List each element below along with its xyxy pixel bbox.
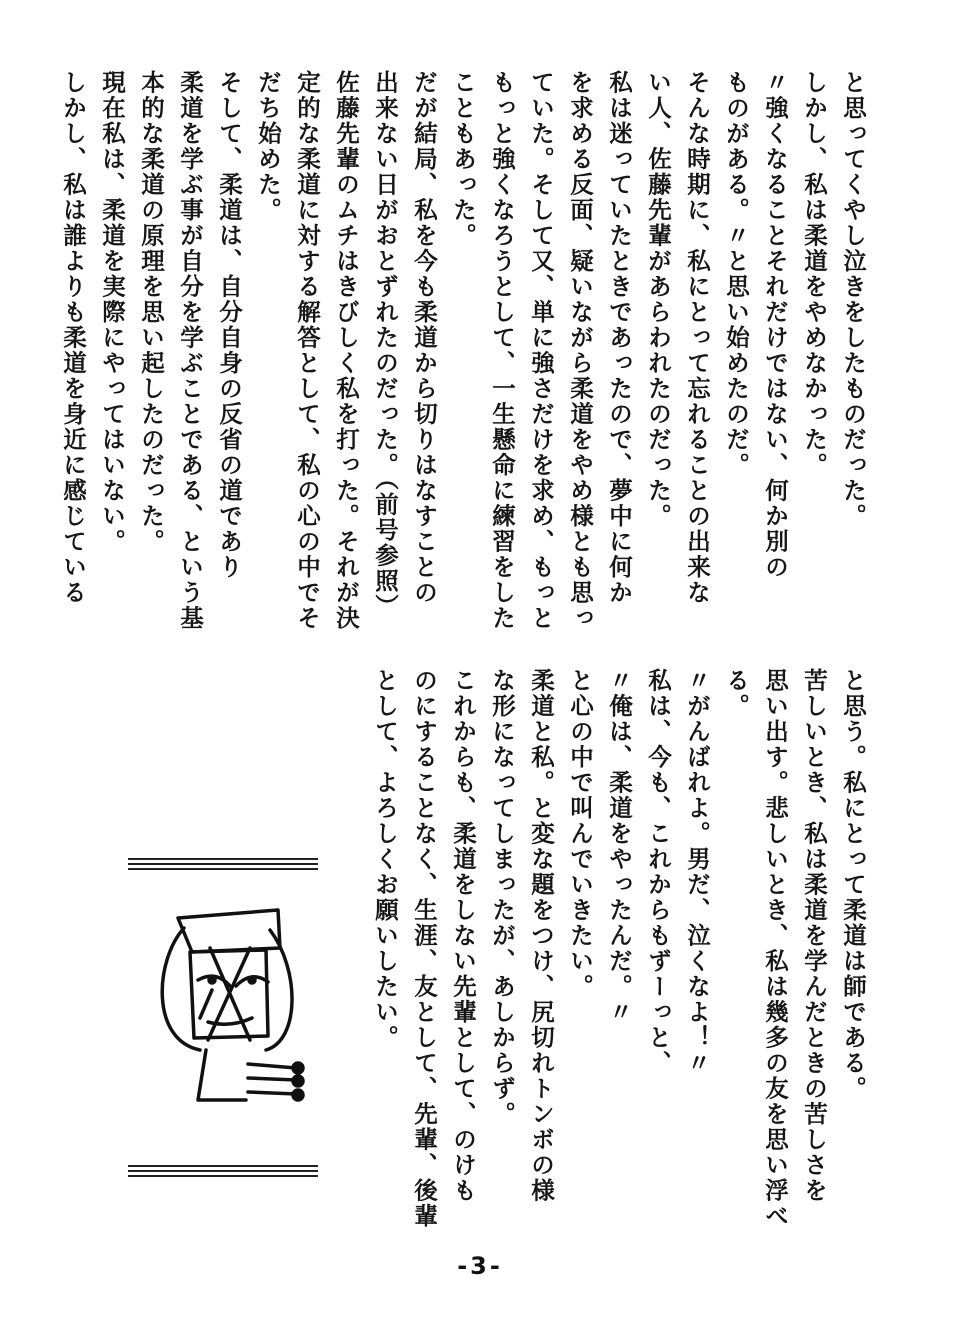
text-line: 思い出す。悲しいとき、私は幾多の友を思い浮べ <box>761 668 789 1229</box>
text-line: として、よろしくお願いしたい。 <box>371 668 399 1051</box>
text-line: と思ってくやし泣きをしたものだった。 <box>839 70 867 529</box>
text-line: だが結局、私を今も柔道から切りはなすことの <box>410 70 438 606</box>
divider-bottom <box>128 1165 318 1180</box>
text-line: 出来ない日がおとずれたのだった。（前号参照） <box>371 70 399 620</box>
text-line: る。 <box>722 668 750 719</box>
essay-text-bottom <box>365 668 872 1228</box>
text-line: ものがある。〃と思い始めたのだ。 <box>722 70 750 478</box>
text-line: を求める反面、疑いながら柔道をやめ様とも思っ <box>566 70 594 631</box>
text-line: もっと強くなろうとして、一生懸命に練習をした <box>488 70 516 631</box>
text-line: 〃強くなることそれだけではない、何か別の <box>761 70 789 580</box>
text-line: 〃俺は、柔道をやったんだ。〃 <box>605 668 633 1025</box>
text-line: 私は、今も、これからもずーっと、 <box>644 668 672 1076</box>
text-line: しかし、私は柔道をやめなかった。 <box>800 70 828 478</box>
text-line: と心の中で叫んでいきたい。 <box>566 668 594 1000</box>
divider-top <box>128 858 318 873</box>
text-line: 定的な柔道に対する解答として、私の心の中でそ <box>293 70 321 631</box>
page-number: -3- <box>457 1252 503 1280</box>
text-line: しかし、私は誰よりも柔道を身近に感じている <box>59 70 87 606</box>
text-line: な形になってしまったが、あしからず。 <box>488 668 516 1127</box>
text-line: 柔道を学ぶ事が自分を学ぶことである、という基 <box>176 70 204 631</box>
essay-text-top <box>53 70 872 630</box>
text-line: そんな時期に、私にとって忘れることの出来な <box>683 70 711 606</box>
face-sketch-icon <box>150 900 320 1140</box>
text-line: 本的な柔道の原理を思い起したのだった。 <box>137 70 165 555</box>
text-line: のにすることなく、生涯、友として、先輩、後輩 <box>410 668 438 1229</box>
text-line: 苦しいとき、私は柔道を学んだときの苦しさを <box>800 668 828 1204</box>
text-line: そして、柔道は、自分自身の反省の道であり <box>215 70 243 580</box>
text-line: だち始めた。 <box>254 70 282 223</box>
text-line: 〃がんばれよ。男だ、泣くなよ！〃 <box>683 668 711 1076</box>
text-line: と思う。私にとって柔道は師である。 <box>839 668 867 1102</box>
text-line: 現在私は、柔道を実際にやってはいない。 <box>98 70 126 555</box>
text-line: い人、佐藤先輩があらわれたのだった。 <box>644 70 672 529</box>
text-line: これからも、柔道をしない先輩として、のけも <box>449 668 477 1204</box>
text-line: 佐藤先輩のムチはきびしく私を打った。それが決 <box>332 70 360 631</box>
text-line: ていた。そして又、単に強さだけを求め、もっと <box>527 70 555 631</box>
text-line: 柔道と私。と変な題をつけ、尻切れトンボの様 <box>527 668 555 1204</box>
text-line: こともあった。 <box>449 70 477 249</box>
text-line: 私は迷っていたときであったので、夢中に何か <box>605 70 633 606</box>
